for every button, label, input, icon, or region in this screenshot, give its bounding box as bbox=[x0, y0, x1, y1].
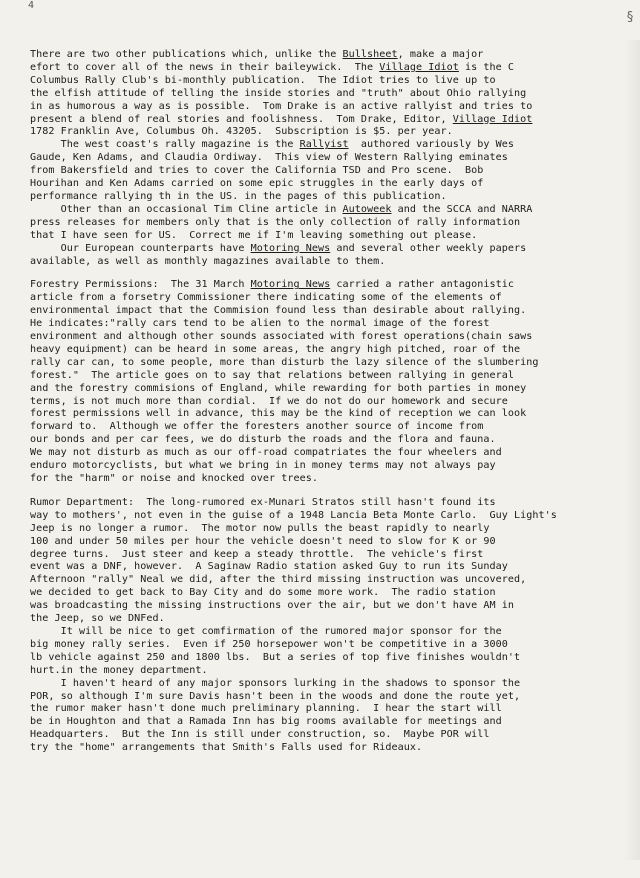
title-village-idiot: Village Idiot bbox=[452, 113, 533, 125]
text-line: Rumor Department: The long-rumored ex-Munari Stratos still hasn't found its bbox=[30, 496, 496, 508]
text-line: environment and although other sounds associated with forest operations(chain saws bbox=[30, 331, 533, 343]
text-line: forward to. Although we offer the foresters another source of income from bbox=[30, 421, 484, 433]
text-line: carried a rather antagonistic bbox=[330, 279, 515, 291]
text-line: and several other weekly papers bbox=[330, 242, 527, 254]
title-motoring-news: Motoring News bbox=[250, 242, 331, 254]
text-line: Afternoon "rally" Neal we did, after the third missing instruction was uncovered, bbox=[30, 574, 527, 586]
text-line: be in Houghton and that a Ramada Inn has big rooms available for meetings and bbox=[30, 716, 502, 728]
text-line: enduro motorcyclists, but what we bring in in money terms may not always pay bbox=[30, 460, 496, 472]
text-line: Headquarters. But the Inn is still under construction, so. Maybe POR will bbox=[30, 729, 490, 741]
text-line: 1782 Franklin Ave, Columbus Oh. 43205. Subscription is $5. per year. bbox=[30, 126, 453, 138]
text-line: rally car can, to some people, more than disturb the lazy silence of the slumbering bbox=[30, 356, 539, 368]
text-line: lb vehicle against 250 and 1800 lbs. But a series of top five finishes wouldn't bbox=[30, 651, 521, 663]
text-line: He indicates:"rally cars tend to be alien to the normal image of the forest bbox=[30, 318, 490, 330]
text-line: We may not disturb as much as our off-road compatriates the four wheelers and bbox=[30, 447, 502, 459]
text-line: that I have seen for US. Correct me if I'm leaving something out please. bbox=[30, 229, 478, 241]
text-line: and the SCCA and NARRA bbox=[391, 203, 533, 215]
text-line: It will be nice to get comfirmation of the rumored major sponsor for the bbox=[30, 625, 502, 637]
text-line: Gaude, Ken Adams, and Claudia Ordiway. This view of Western Rallying eminates bbox=[30, 152, 508, 164]
text-line: degree turns. Just steer and keep a steady throttle. The vehicle's first bbox=[30, 548, 484, 560]
text-line: forest." The article goes on to say that relations between rallying in general bbox=[30, 369, 515, 381]
paragraph-gap bbox=[30, 268, 630, 279]
para-rumor bbox=[30, 497, 557, 753]
text-line: hurt.in the money department. bbox=[30, 664, 208, 676]
title-rallyist: Rallyist bbox=[299, 139, 349, 151]
text-line: Hourihan and Ken Adams carried on some epic struggles in the early days of bbox=[30, 178, 484, 190]
text-line: was broadcasting the missing instructions over the air, but we don't have AM in bbox=[30, 600, 515, 612]
text-line: way to mothers', not even in the guise of a 1948 Lancia Beta Monte Carlo. Guy Light's bbox=[30, 509, 557, 521]
text-line: POR, so although I'm sure Davis hasn't been in the woods and done the route yet, bbox=[30, 690, 521, 702]
body-text bbox=[30, 49, 630, 755]
text-line: we decided to get back to Bay City and do some more work. The radio station bbox=[30, 587, 496, 599]
text-line: The west coast's rally magazine is the bbox=[30, 139, 300, 151]
text-line: is the C bbox=[458, 61, 515, 73]
text-line: Columbus Rally Club's bi-monthly publication. The Idiot tries to live up to bbox=[30, 74, 496, 86]
text-line: available, as well as monthly magazines available to them. bbox=[30, 255, 386, 267]
text-line: Forestry Permissions: The 31 March bbox=[30, 279, 251, 291]
text-line: present a blend of real stories and foolishness. Tom Drake, Editor, bbox=[30, 113, 453, 125]
text-line: authored variously by Wes bbox=[348, 139, 515, 151]
text-line: 100 and under 50 miles per hour the vehicle doesn't need to slow for K or 90 bbox=[30, 535, 496, 547]
text-line: in as humorous a way as is possible. Tom Drake is an active rallyist and tries to bbox=[30, 100, 533, 112]
text-line: our bonds and per car fees, we do disturb the roads and the flora and fauna. bbox=[30, 434, 496, 446]
page-number: 4 bbox=[28, 0, 35, 11]
text-line: terms, is not much more than cordial. If we do not do our homework and secure bbox=[30, 395, 508, 407]
text-line: performance rallying th in the US. in the pages of this publication. bbox=[30, 190, 447, 202]
text-line: heavy equipment) can be heard in some areas, the angry high pitched, roar of the bbox=[30, 343, 521, 355]
text-line: efort to cover all of the news in their baileywick. The bbox=[30, 61, 380, 73]
title-autoweek: Autoweek bbox=[342, 203, 392, 215]
text-line: I haven't heard of any major sponsors lurking in the shadows to sponsor the bbox=[30, 677, 521, 689]
text-line: the rumor maker hasn't done much preliminary planning. I hear the start will bbox=[30, 703, 502, 715]
title-bullsheet: Bullsheet bbox=[342, 49, 398, 60]
text-line: article from a forsetry Commissioner there indicating some of the elements of bbox=[30, 292, 502, 304]
text-line: Our European counterparts have bbox=[30, 242, 251, 254]
text-line: forest permissions well in advance, this may be the kind of reception we can look bbox=[30, 408, 527, 420]
text-line: from Bakersfield and tries to cover the California TSD and Pro scene. Bob bbox=[30, 165, 484, 177]
text-line: event was a DNF, however. A Saginaw Radio station asked Guy to run its Sunday bbox=[30, 561, 508, 573]
paragraph-gap bbox=[30, 486, 630, 497]
text-line: environmental impact that the Commision found less than desirable about rallying. bbox=[30, 305, 527, 317]
title-village-idiot: Village Idiot bbox=[379, 61, 459, 73]
para-forestry bbox=[30, 279, 539, 484]
text-line: , make a major bbox=[397, 49, 484, 60]
text-line: and the forestry commisions of England, while rewarding for both parties in money bbox=[30, 382, 527, 394]
text-line: press releases for members only that is the only collection of rally information bbox=[30, 216, 521, 228]
text-line: There are two other publications which, unlike the bbox=[30, 49, 343, 60]
corner-mark: § bbox=[626, 10, 634, 25]
text-line: Other than an occasional Tim Cline article in bbox=[30, 203, 343, 215]
text-line: the elfish attitude of telling the inside stories and "truth" about Ohio rallying bbox=[30, 87, 527, 99]
text-line: Jeep is no longer a rumor. The motor now pulls the beast rapidly to nearly bbox=[30, 522, 490, 534]
title-motoring-news: Motoring News bbox=[250, 279, 331, 291]
para-publications bbox=[30, 49, 532, 267]
text-line: for the "harm" or noise and knocked over trees. bbox=[30, 473, 318, 484]
text-line: try the "home" arrangements that Smith's Falls used for Rideaux. bbox=[30, 742, 423, 754]
text-line: big money rally series. Even if 250 horsepower won't be competitive in a 3000 bbox=[30, 638, 508, 650]
text-line: the Jeep, so we DNFed. bbox=[30, 613, 165, 625]
